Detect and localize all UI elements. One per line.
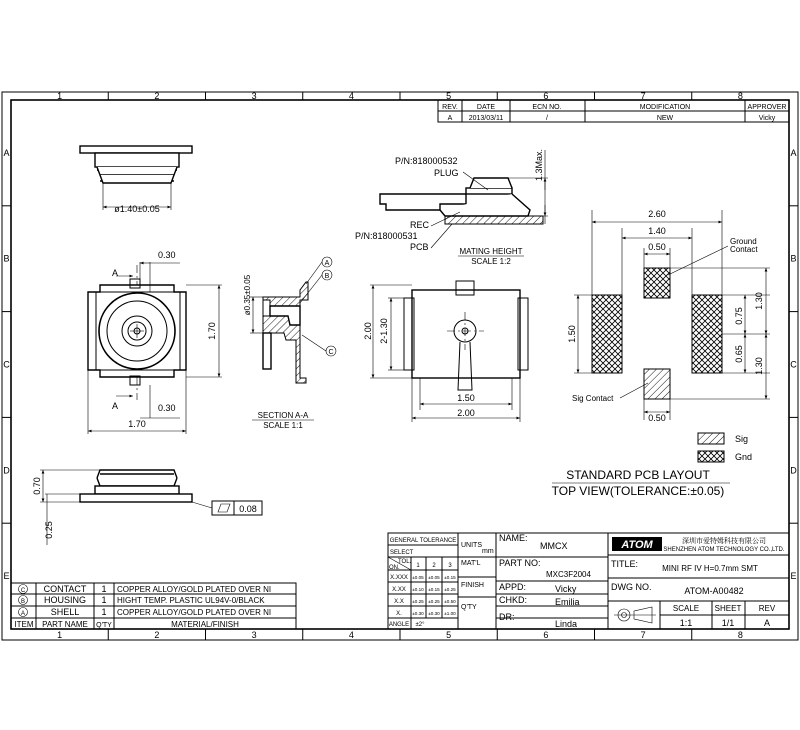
border-col-label-bottom: 1 (57, 630, 63, 640)
pcb-label: PCB (410, 242, 429, 252)
bom-name-contact: CONTACT (43, 584, 87, 594)
tolerance-angle-val: ±2° (415, 622, 425, 628)
pcb-layout-subtitle: TOP VIEW(TOLERANCE:±0.05) (551, 484, 725, 498)
dr-label: DR: (499, 612, 515, 622)
dim-plan-030-top: 0.30 (158, 250, 176, 260)
border-col-label-bottom: 3 (251, 630, 257, 640)
title-label: TITLE: (611, 559, 639, 569)
mating-scale: SCALE 1:2 (471, 257, 511, 266)
bom-table (11, 583, 296, 629)
dim-pcb-050-top: 0.50 (648, 242, 666, 252)
dim-side-025: 0.25 (44, 521, 54, 539)
connector-side-view-bottom (32, 470, 262, 545)
border-col-label-bottom: 5 (446, 630, 452, 640)
dwg-value: ATOM-A00482 (684, 586, 744, 596)
callout-c: C (328, 349, 334, 356)
rev-header-ecn: ECN NO. (532, 104, 562, 111)
border-row-label-right: A (790, 147, 797, 158)
name-value: MMCX (540, 541, 568, 551)
units-label: UNITS (461, 542, 482, 549)
rec-pn: P/N:818000531 (355, 231, 418, 241)
rev-value: A (763, 618, 771, 628)
border-row-label-left: A (3, 147, 10, 158)
border-row-label-left: C (3, 359, 10, 370)
section-title: SECTION A-A (257, 411, 309, 420)
border-row-label-left: D (3, 465, 10, 476)
border-row-label-left: E (3, 571, 10, 582)
legend-sig: Sig (735, 434, 749, 444)
callout-b: B (324, 273, 330, 280)
flatness-value: 0.08 (239, 504, 257, 514)
dim-side-070: 0.70 (32, 477, 42, 495)
border-row-label-right: B (790, 253, 797, 264)
scale-label: SCALE (672, 604, 700, 613)
border-col-label-top: 3 (251, 91, 257, 101)
rev-header-modification: MODIFICATION (639, 104, 691, 111)
part-no-label: PART NO: (499, 558, 541, 568)
scale-value: 1:1 (679, 618, 693, 628)
dim-plan-030-bottom: 0.30 (158, 403, 176, 413)
border-col-label-top: 6 (543, 91, 549, 101)
bom-qty-housing: 1 (101, 595, 107, 605)
matl-label: MAT'L (461, 560, 481, 567)
dim-bottom-200-h: 2.00 (363, 322, 373, 340)
dim-pcb-150: 1.50 (567, 325, 577, 343)
part-no-value: MXC3F2004 (546, 570, 591, 579)
bom-name-shell: SHELL (50, 607, 80, 617)
bom-mat-shell: COPPER ALLOY/GOLD PLATED OVER NI (117, 608, 272, 617)
tolerance-cell: ±0.10 (412, 587, 424, 592)
tolerance-tol: TOL. (398, 559, 412, 565)
tolerance-cell: ±0.05 (428, 575, 440, 580)
tolerance-cell: ±0.50 (444, 599, 456, 604)
section-scale: SCALE 1:1 (263, 421, 303, 430)
rec-label: REC (410, 220, 430, 230)
rev-row-approver: Vicky (758, 115, 776, 122)
rev-row-ecn: / (546, 115, 548, 122)
dim-pcb-075: 0.75 (734, 307, 744, 325)
company-logo-text: ATOM (621, 539, 653, 551)
border-col-label-bottom: 7 (640, 630, 646, 640)
dim-pcb-065: 0.65 (734, 345, 744, 363)
qty-label: Q'TY (461, 604, 477, 611)
tolerance-cell: ±0.25 (428, 599, 440, 604)
tolerance-col-1: 1 (416, 563, 420, 569)
border-col-label-top: 1 (57, 91, 63, 101)
border-row-label-right: C (790, 359, 797, 370)
tolerance-row-label: X.X (394, 599, 404, 605)
mating-height-view (355, 149, 548, 266)
bom-header-qty: Q'TY (96, 622, 112, 629)
bom-qty-shell: 1 (101, 607, 107, 617)
tolerance-cell: ±1.00 (444, 611, 456, 616)
pcb-layout-view (552, 209, 770, 498)
mating-title: MATING HEIGHT (459, 247, 523, 256)
plug-label: PLUG (434, 168, 459, 178)
bom-header-material: MATERIAL/FINISH (171, 620, 239, 629)
connector-plan-view (88, 250, 222, 434)
sheet-value: 1/1 (721, 618, 735, 628)
dim-diameter-140: ø1.40±0.05 (114, 204, 160, 214)
chkd-value: Emilia (555, 597, 580, 607)
section-view (243, 257, 336, 430)
rev-row-date: 2013/03/11 (468, 115, 504, 122)
border-col-label-bottom: 8 (737, 630, 743, 640)
section-marker-a-bottom: A (112, 401, 119, 411)
tolerance-cell: ±0.25 (444, 587, 456, 592)
name-label: NAME: (499, 533, 528, 543)
bom-mat-contact: COPPER ALLOY/GOLD PLATED OVER NI (117, 585, 272, 594)
appd-value: Vicky (555, 584, 577, 594)
border-row-label-right: E (790, 571, 797, 582)
tolerance-cell: ±0.30 (412, 611, 424, 616)
border-col-label-top: 5 (446, 91, 452, 101)
bom-item-c: C (20, 588, 26, 594)
border-col-label-top: 8 (737, 91, 743, 101)
border-col-label-top: 7 (640, 91, 646, 101)
ground-contact-label-2: Contact (730, 245, 758, 254)
finish-label: FINISH (461, 582, 484, 589)
company-name-cn: 深圳市爱特姆科技有限公司 (682, 538, 766, 545)
dim-pcb-260: 2.60 (648, 209, 666, 219)
sheet-label: SHEET (714, 604, 742, 613)
border-col-label-bottom: 6 (543, 630, 549, 640)
section-marker-a-top: A (112, 268, 119, 278)
tolerance-cell: ±0.30 (428, 611, 440, 616)
border-col-label-bottom: 4 (348, 630, 354, 640)
tolerance-row-label: X.XX (392, 587, 406, 593)
rev-label: REV (758, 604, 776, 613)
tolerance-col-3: 3 (448, 563, 452, 569)
border-col-label-top: 4 (348, 91, 354, 101)
dim-max-height: 1.3Max. (534, 148, 544, 182)
title-value: MINI RF IV H=0.7mm SMT (662, 564, 758, 573)
rev-row-rev: A (447, 115, 453, 122)
dim-plan-170-width: 1.70 (128, 419, 146, 429)
units-value: mm (482, 548, 494, 555)
tolerance-cell: ±0.15 (428, 587, 440, 592)
dim-section-035: ø0.35±0.05 (243, 274, 252, 316)
dim-bottom-150: 1.50 (457, 393, 475, 403)
tolerance-row-label: X.XXX (390, 575, 408, 581)
revision-table (438, 100, 789, 122)
tolerance-cell: ±0.05 (412, 575, 424, 580)
bom-qty-contact: 1 (101, 584, 107, 594)
dim-pcb-140: 1.40 (648, 226, 666, 236)
pcb-layout-title: STANDARD PCB LAYOUT (566, 468, 710, 482)
dim-pcb-130-bottom: 1.30 (754, 357, 764, 375)
rev-header-approver: APPROVER (747, 104, 787, 111)
bom-header-part-name: PART NAME (42, 620, 88, 629)
dwg-label: DWG NO. (611, 582, 652, 592)
tolerance-angle: ANGLE (388, 622, 410, 628)
connector-bottom-view (363, 281, 528, 422)
bom-item-b: B (20, 599, 26, 605)
dim-bottom-130: 2-1.30 (379, 318, 389, 344)
border-row-label-left: B (3, 253, 10, 264)
title-block (388, 533, 789, 629)
tolerance-cell: ±0.15 (444, 575, 456, 580)
plug-pn: P/N:818000532 (395, 156, 458, 166)
tolerance-cell: ±0.25 (412, 599, 424, 604)
appd-label: APPD: (499, 582, 527, 592)
tolerance-on: ON. (389, 565, 400, 571)
border-col-label-top: 2 (154, 91, 160, 101)
legend-gnd: Gnd (735, 452, 753, 462)
projection-symbol (614, 607, 656, 623)
bom-item-a: A (20, 611, 26, 617)
tolerance-row-label: X. (396, 611, 402, 617)
dim-pcb-130-top: 1.30 (754, 292, 764, 310)
dim-bottom-200-w: 2.00 (457, 408, 475, 418)
dim-pcb-050-bottom: 0.50 (648, 413, 666, 423)
tolerance-col-2: 2 (432, 563, 436, 569)
ground-contact-label-1: Ground (730, 237, 757, 246)
sig-contact-label: Sig Contact (572, 394, 614, 403)
tolerance-title: GENERAL TOLERANCE (389, 538, 457, 544)
chkd-label: CHKD: (499, 595, 528, 605)
rev-header-date: DATE (476, 104, 496, 111)
dim-plan-170-height: 1.70 (207, 322, 217, 340)
border-col-label-bottom: 2 (154, 630, 160, 640)
bom-name-housing: HOUSING (43, 595, 87, 605)
bom-mat-housing: HIGHT TEMP. PLASTIC UL94V-0/BLACK (117, 596, 265, 605)
dr-value: Linda (555, 619, 578, 629)
company-name-en: SHENZHEN ATOM TECHNOLOGY CO.,LTD. (663, 547, 785, 553)
rev-header-rev: REV. (442, 104, 458, 111)
bom-header-item: ITEM (14, 620, 34, 629)
border-row-label-right: D (790, 465, 797, 476)
tolerance-select: SELECT (390, 550, 414, 556)
rev-row-modification: NEW (656, 115, 674, 122)
connector-side-view-top (80, 146, 192, 214)
callout-a: A (324, 260, 330, 267)
